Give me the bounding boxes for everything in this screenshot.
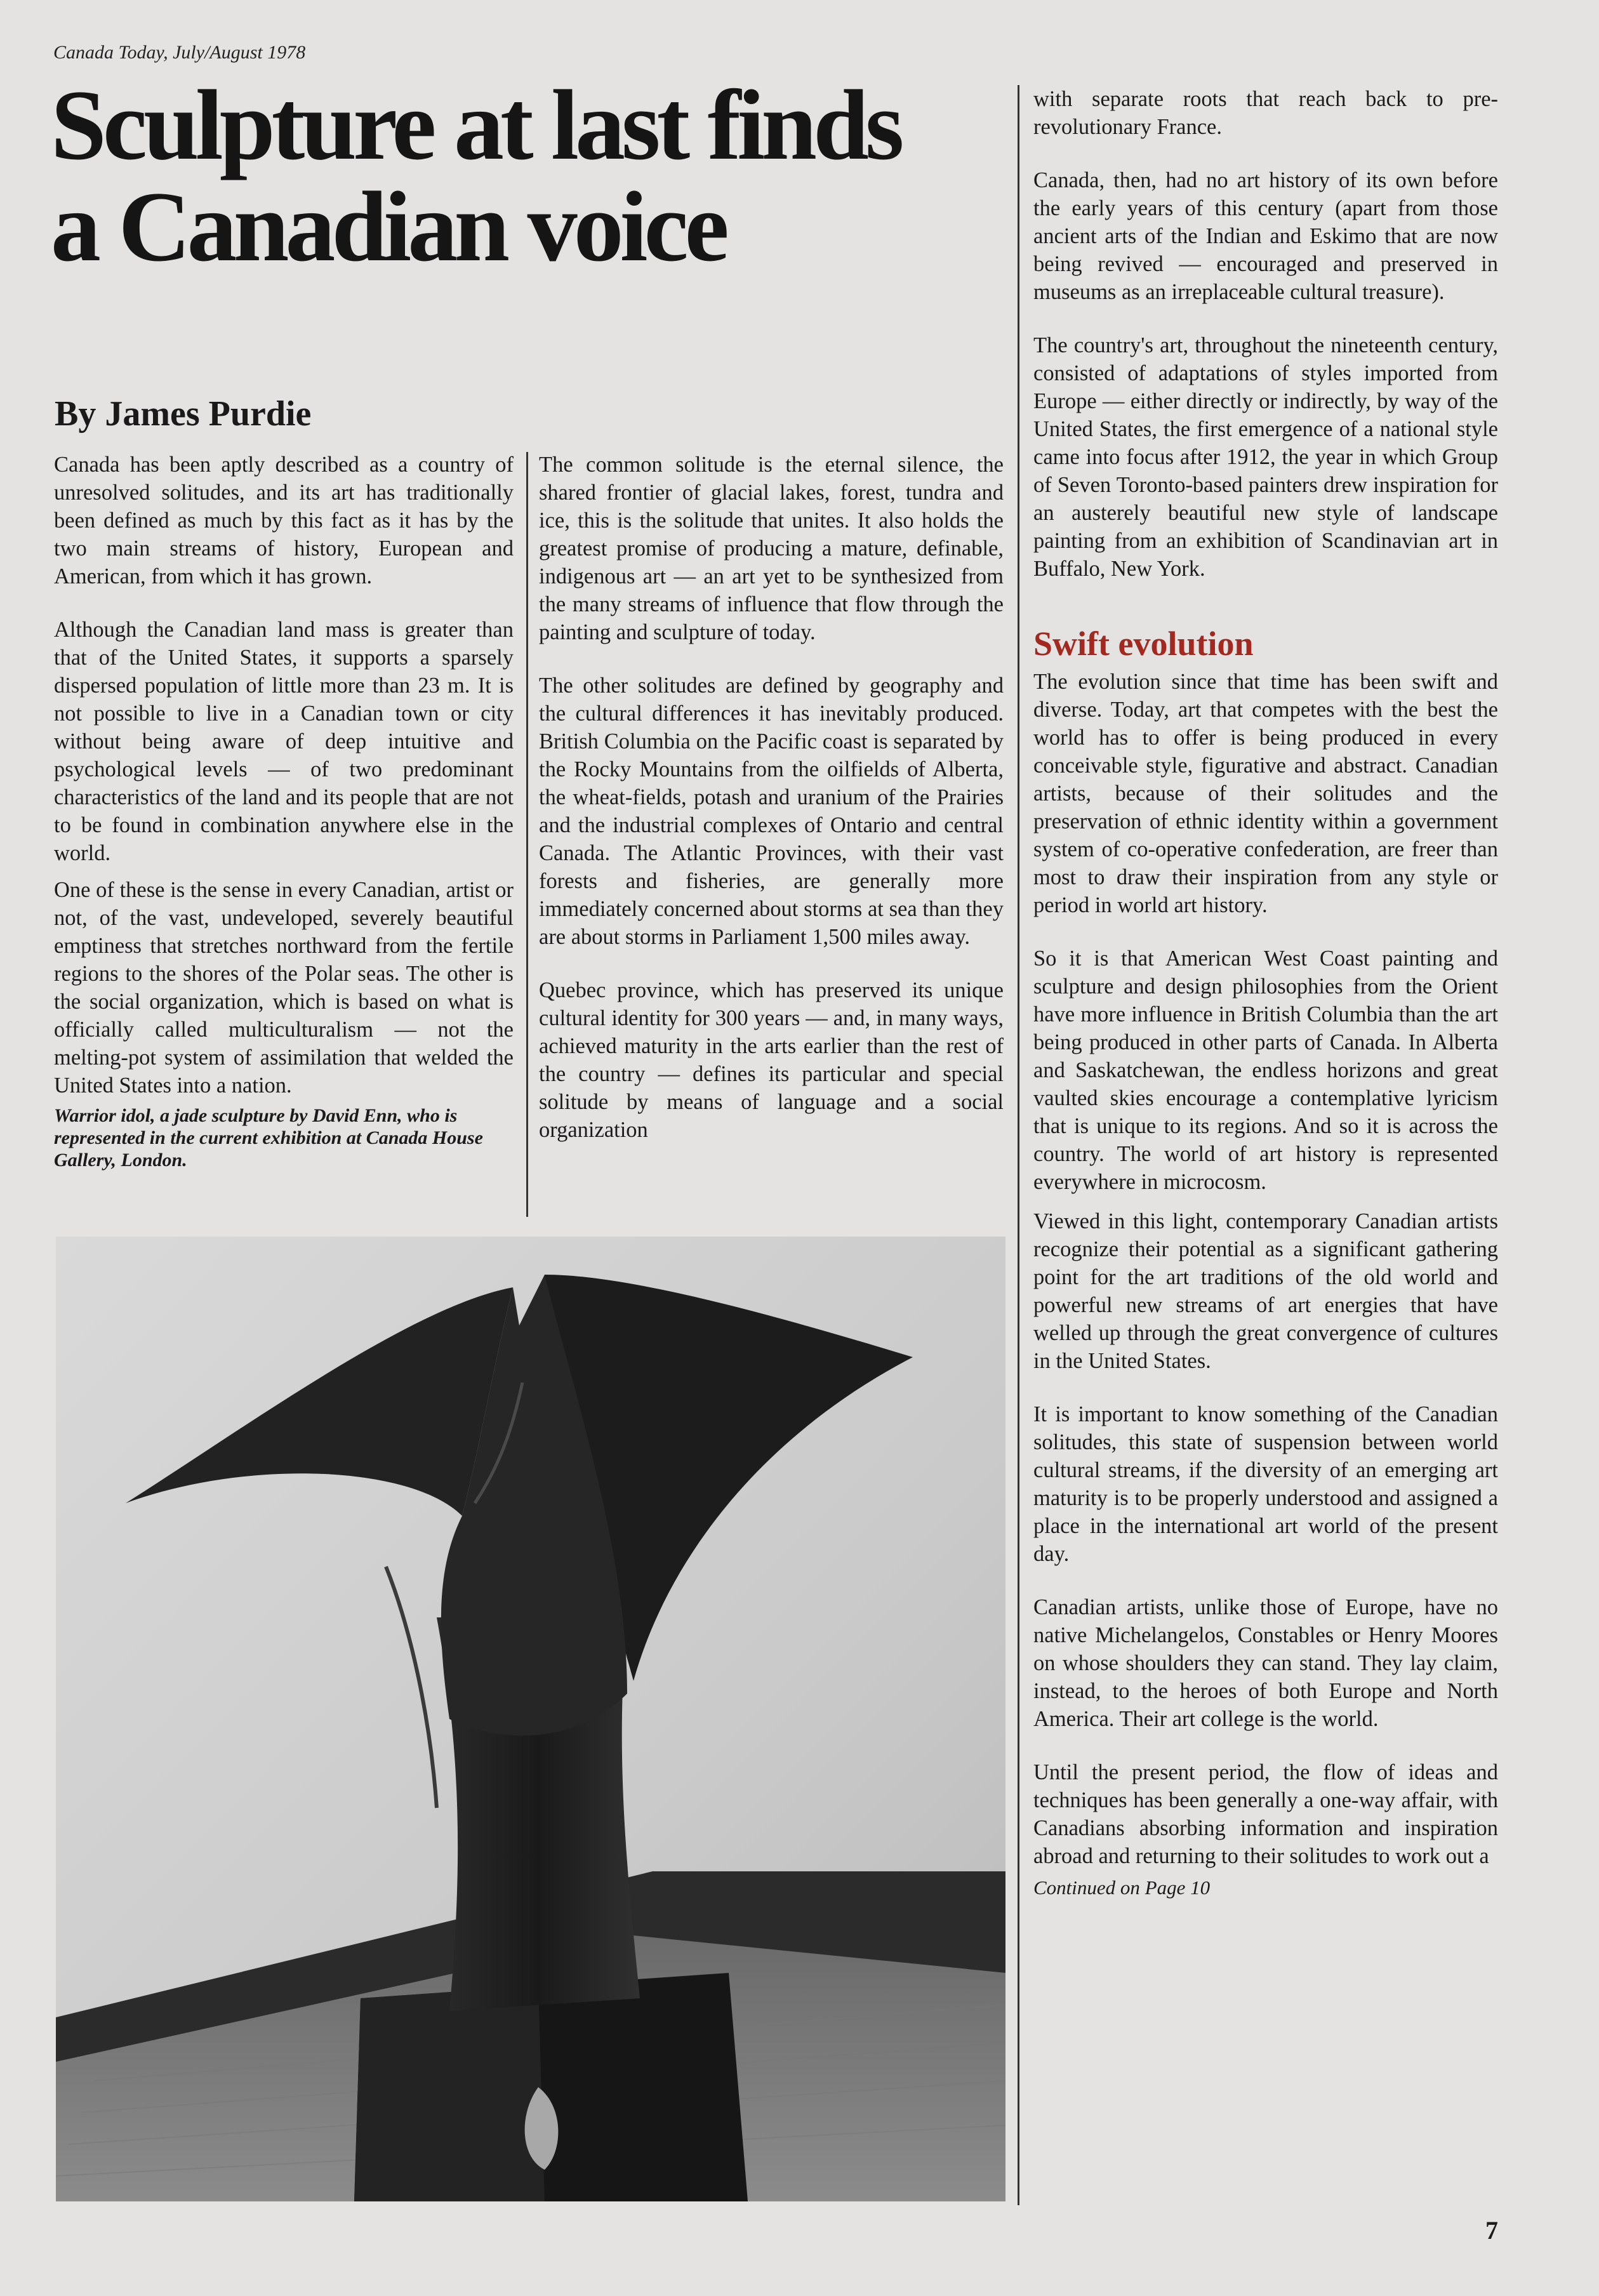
paragraph: The common solitude is the eternal silence, the shared frontier of glacial lakes, forest, tundra and ice, this is the solitude that unites. It also holds the greatest promise of producing a mature, definable, indigenous art — an art yet to be synthesized from the many streams of influence that flow through the painting and sculpture of today. xyxy=(539,453,1004,644)
paragraph: Until the present period, the flow of ideas and techniques has been generally a one-way affair, with Canadians absorbing information and inspiration abroad and returning to their solitudes to work out a xyxy=(1033,1760,1498,1868)
article-column-2 xyxy=(539,451,1004,1169)
continued-note: Continued on Page 10 xyxy=(1033,1876,1211,1899)
page-number: 7 xyxy=(1485,2216,1498,2245)
paragraph: The other solitudes are defined by geography and the cultural differences it has inevitably produced. British Columbia on the Pacific coast is separated by the Rocky Mountains from the oilfields of Alberta, the wheat-fields, potash and uranium of the Prairies and the industrial complexes of Ontario and central Canada. The Atlantic Provinces, with their vast forests and fisheries, are generally more immediately concerned about storms at sea than they are about storms in Parliament 1,500 miles away. xyxy=(539,674,1004,949)
paragraph: One of these is the sense in every Canadian, artist or not, of the vast, undeveloped, severely beautiful emptiness that stretches northward from the fertile regions to the shores of the Polar seas. The other is the social organization, which is based on what is officially called multiculturalism — not the melting-pot system of assimilation that welded the United States into a nation. xyxy=(54,878,514,1098)
paragraph: Quebec province, which has preserved its unique cultural identity for 300 years — and, in many ways, achieved maturity in the arts earlier than the rest of the country — defines its particular and special solitude by means of language and a social organization xyxy=(539,978,1004,1142)
column-divider xyxy=(1018,85,1019,2205)
column-divider xyxy=(526,452,528,1217)
paragraph: It is important to know something of the Canadian solitudes, this state of suspension between world cultural streams, if the diversity of an emerging art maturity is to be properly understood and assigned a place in the international art world of the present day. xyxy=(1033,1402,1498,1566)
article-column-1 xyxy=(54,451,514,1197)
headline xyxy=(51,70,1003,282)
paragraph: with separate roots that reach back to pre-revolutionary France. xyxy=(1033,87,1498,139)
byline: By James Purdie xyxy=(55,394,312,434)
paragraph: The evolution since that time has been swift and diverse. Today, art that competes with the best the world has to offer is being produced in every conceivable style, figurative and abstract. Canadian artists, because of their solitudes and the preservation of ethnic identity within a government system of co-operative confederation, are freer than most to draw their inspiration from any style or period in world art history. xyxy=(1033,670,1498,917)
section-subhead: Swift evolution xyxy=(1033,625,1254,663)
paragraph: Canadian artists, unlike those of Europe, have no native Michelangelos, Constables or Henry Moores on whose shoulders they can stand. They lay claim, instead, to the heroes of both Europe and North America. Their art college is the world. xyxy=(1033,1595,1498,1731)
headline-line-2: a Canadian voice xyxy=(51,171,726,282)
article-column-3 xyxy=(1033,85,1498,1927)
sculpture-photo xyxy=(56,1237,1005,2201)
paragraph: So it is that American West Coast painting and sculpture and design philosophies from the Orient have more influence in British Columbia than the art being produced in other parts of Canada. In Alberta and Saskatchewan, the endless horizons and great vaulted skies encourage a contemplative lyricism that is unique to its regions. And so it is across the country. The world of art history is represented everywhere in microcosm. xyxy=(1033,946,1498,1194)
warrior-idol-image xyxy=(56,1237,1005,2201)
paragraph: The country's art, throughout the nineteenth century, consisted of adaptations of styles imported from Europe — either directly or indirectly, by way of the United States, the first emergence of a national style came into focus after 1912, the year in which Group of Seven Toronto-based painters drew inspiration for an austerely beautiful new style of landscape painting from an exhibition of Scandinavian art in Buffalo, New York. xyxy=(1033,333,1498,581)
photo-caption: Warrior idol, a jade sculpture by David Enn, who is represented in the current exhibition at Canada House Gallery, London. xyxy=(54,1105,483,1171)
running-head: Canada Today, July/August 1978 xyxy=(53,42,306,63)
headline-line-1: Sculpture at last finds xyxy=(51,70,901,181)
paragraph: Canada, then, had no art history of its own before the early years of this century (apart from those ancient arts of the Indian and Eskimo that are now being revived — encouraged and preserved in museums as an irreplaceable cultural treasure). xyxy=(1033,168,1498,304)
paragraph: Although the Canadian land mass is greater than that of the United States, it supports a sparsely dispersed population of little more than 23 m. It is not possible to live in a Canadian town or city without being aware of deep intuitive and psychological levels — of two predominant characteristics of the land and its people that are not to be found in combination anywhere else in the world. xyxy=(54,618,514,865)
paragraph: Canada has been aptly described as a country of unresolved solitudes, and its art has traditionally been defined as much by this fact as it has by the two main streams of history, European and American, from which it has grown. xyxy=(54,453,514,588)
paragraph: Viewed in this light, contemporary Canadian artists recognize their potential as a significant gathering point for the art traditions of the old world and powerful new streams of art energies that have welled up through the great convergence of cultures in the United States. xyxy=(1033,1209,1498,1373)
